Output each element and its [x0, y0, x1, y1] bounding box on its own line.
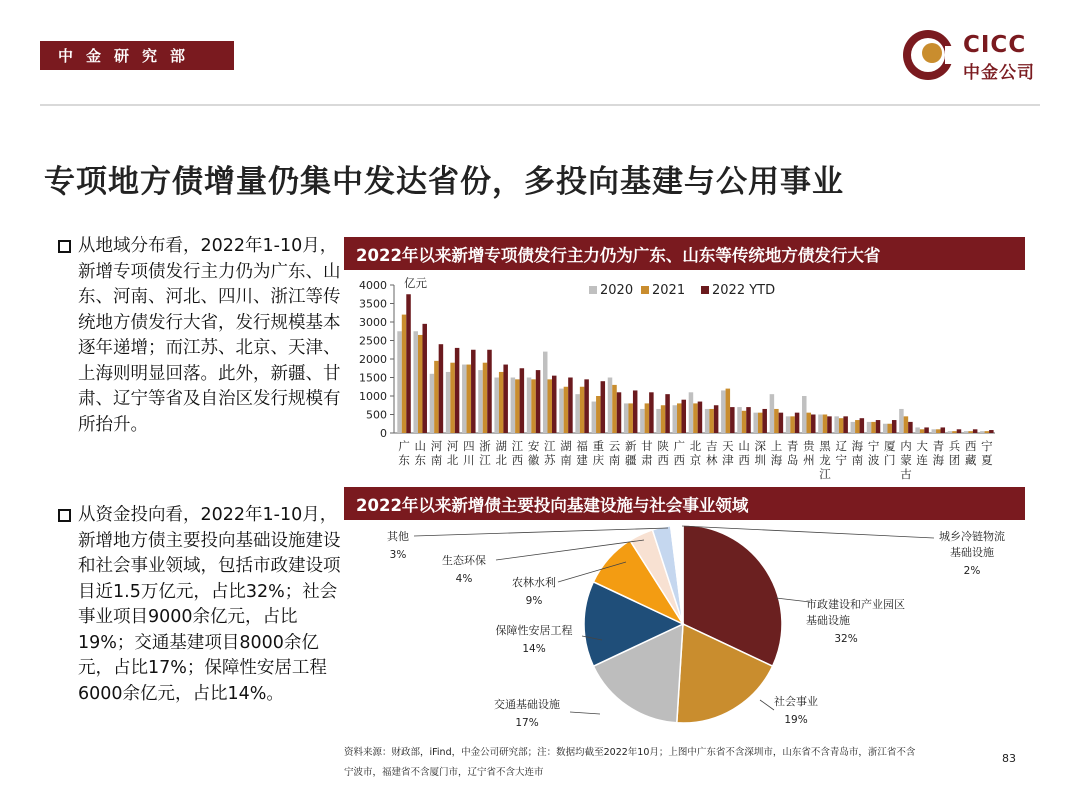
bar — [904, 416, 909, 433]
header-divider — [40, 104, 1040, 106]
bar — [413, 331, 418, 433]
x-tick-label: 南 — [851, 453, 864, 467]
y-tick-label: 2500 — [359, 334, 387, 348]
cicc-logo — [901, 28, 1051, 84]
bar-chart-svg — [344, 274, 1034, 486]
bar — [737, 407, 742, 433]
x-tick-label: 江 — [479, 453, 491, 467]
bar — [580, 387, 585, 433]
x-tick-label: 川 — [463, 453, 475, 467]
bar — [499, 372, 504, 433]
x-tick-label: 西 — [673, 453, 686, 467]
bar — [596, 396, 601, 433]
cicc-logo-icon — [901, 28, 955, 82]
x-tick-label: 苏 — [544, 453, 556, 467]
x-tick-label: 南 — [430, 453, 443, 467]
pie-pct-label: 2% — [963, 565, 981, 577]
legend-label: 2021 — [652, 283, 686, 298]
bar — [601, 381, 606, 433]
bar — [932, 429, 937, 433]
source-note — [344, 743, 994, 783]
x-tick-label: 肃 — [641, 453, 653, 467]
bar — [973, 429, 978, 433]
bar — [494, 378, 499, 434]
bar — [795, 413, 800, 433]
x-tick-label: 海 — [770, 453, 783, 467]
bar-chart — [344, 274, 1034, 486]
x-tick-label: 宁 — [867, 439, 880, 453]
legend-label: 2020 — [600, 283, 634, 298]
x-tick-label: 吉 — [705, 439, 718, 453]
x-tick-label: 东 — [414, 453, 427, 467]
pie-label: 其他 — [387, 530, 409, 543]
bar — [467, 365, 472, 433]
pie-pct-label: 9% — [525, 595, 543, 607]
bar — [698, 402, 703, 433]
x-tick-label: 宁 — [835, 453, 847, 467]
bar — [855, 420, 860, 433]
bar — [462, 365, 467, 433]
pie-pct-label: 17% — [515, 717, 539, 729]
page-title: 专项地方债增量仍集中发达省份，多投向基建与公用事业 — [44, 164, 844, 200]
bar — [568, 378, 573, 434]
x-tick-label: 青 — [932, 439, 945, 453]
bullet-square-icon — [58, 509, 71, 522]
bar — [753, 413, 758, 433]
y-tick-label: 0 — [380, 427, 387, 440]
bar — [823, 415, 828, 434]
pie-chart-svg — [344, 522, 1044, 740]
bar — [730, 407, 735, 433]
x-tick-label: 深 — [754, 439, 767, 453]
bar — [661, 405, 666, 433]
bar — [559, 389, 564, 433]
pie-label: 农林水利 — [512, 576, 556, 589]
bar — [989, 430, 994, 433]
y-tick-label: 1000 — [359, 390, 387, 403]
x-tick-label: 波 — [867, 453, 880, 467]
x-tick-label: 黑 — [819, 439, 831, 453]
x-tick-label: 庆 — [592, 453, 605, 467]
x-tick-label: 岛 — [786, 453, 799, 467]
x-tick-label: 湖 — [560, 439, 572, 453]
bar — [455, 348, 460, 433]
x-tick-label: 陕 — [657, 439, 669, 453]
y-tick-label: 2000 — [359, 353, 387, 366]
source-line: 宁波市，福建省不含厦门市，辽宁省不含大连市 — [344, 767, 544, 778]
logo-text-en: CICC — [963, 32, 1027, 58]
bar — [887, 424, 892, 433]
bar — [726, 389, 731, 433]
x-tick-label: 广 — [673, 439, 686, 453]
bar — [531, 379, 536, 433]
bar — [430, 374, 435, 433]
x-tick-label: 林 — [705, 453, 718, 467]
logo-text-cn: 中金公司 — [963, 63, 1035, 83]
bar — [677, 403, 682, 433]
bar — [779, 413, 784, 433]
x-tick-label: 天 — [722, 439, 734, 453]
bar — [908, 422, 913, 433]
bullet-text: 从地域分布看，2022年1-10月，新增专项债发行主力仍为广东、山东、河南、河北、四川、浙江等传统地方债发行大省，发行规模基本逐年递增；而江苏、北京、天津、上海则明显回落。此外，新疆、甘肃、辽宁等省及自治区发行规模有所抬升。 — [78, 236, 341, 435]
bar — [957, 429, 962, 433]
legend-swatch — [641, 286, 649, 294]
bar — [964, 431, 969, 433]
bar — [948, 431, 953, 433]
x-tick-label: 西 — [738, 453, 750, 467]
x-tick-label: 宁 — [981, 439, 993, 453]
bullet-square-icon — [58, 240, 71, 253]
x-tick-label: 连 — [916, 453, 928, 467]
bar — [640, 409, 645, 433]
x-tick-label: 徽 — [527, 453, 540, 467]
bar — [883, 424, 888, 433]
x-tick-label: 门 — [884, 453, 896, 467]
pie-leader-line — [570, 712, 600, 714]
legend-swatch — [701, 286, 709, 294]
bar — [968, 431, 973, 433]
x-tick-label: 甘 — [641, 439, 653, 453]
x-tick-label: 北 — [689, 439, 702, 453]
bar — [511, 378, 516, 434]
pie-pct-label: 14% — [522, 643, 546, 655]
pie-label: 基础设施 — [950, 546, 994, 559]
x-tick-label: 湖 — [495, 439, 507, 453]
bar — [397, 331, 402, 433]
bar — [689, 392, 694, 433]
department-badge: 中金研究部 — [40, 41, 234, 70]
x-tick-label: 山 — [738, 439, 750, 453]
bar — [536, 370, 541, 433]
x-tick-label: 浙 — [479, 439, 491, 453]
bar — [871, 422, 876, 433]
bar — [802, 396, 807, 433]
bar — [807, 413, 812, 433]
bar — [920, 429, 925, 433]
x-tick-label: 云 — [608, 439, 621, 453]
x-tick-label: 蒙 — [900, 453, 912, 467]
bar — [827, 416, 832, 433]
legend-swatch — [589, 286, 597, 294]
bar — [714, 405, 719, 433]
x-tick-label: 圳 — [754, 453, 767, 467]
bar — [478, 370, 483, 433]
x-tick-label: 江 — [511, 439, 524, 453]
bar — [564, 387, 569, 433]
bar — [592, 402, 597, 433]
x-tick-label: 福 — [576, 439, 588, 453]
x-tick-label: 上 — [770, 439, 783, 453]
pie-label: 城乡冷链物流 — [939, 530, 1005, 543]
x-tick-label: 团 — [948, 453, 961, 467]
x-tick-label: 北 — [495, 453, 507, 467]
pie-chart-title: 2022年以来新增债主要投向基建设施与社会事业领域 — [344, 487, 1025, 520]
x-tick-label: 大 — [916, 439, 928, 453]
x-tick-label: 东 — [398, 453, 410, 467]
pie-label: 基础设施 — [806, 614, 850, 627]
bar — [483, 363, 488, 433]
bar — [633, 390, 638, 433]
bar — [952, 431, 957, 433]
bar — [834, 416, 839, 433]
bar — [818, 415, 823, 434]
bar — [439, 344, 444, 433]
bar — [673, 405, 678, 433]
pie-pct-label: 4% — [455, 573, 473, 585]
bar — [418, 335, 423, 433]
bar — [406, 294, 411, 433]
x-tick-label: 四 — [463, 439, 475, 453]
bar — [758, 413, 763, 433]
x-tick-label: 南 — [560, 453, 572, 467]
bar — [915, 427, 920, 433]
x-tick-label: 海 — [851, 439, 864, 453]
x-tick-label: 青 — [786, 439, 799, 453]
x-tick-label: 津 — [722, 453, 734, 467]
x-tick-label: 河 — [430, 439, 443, 453]
bullet-text: 从资金投向看，2022年1-10月，新增地方债主要投向基础设施建设和社会事业领域，包括市政建设项目近1.5万亿元，占比32%；社会事业项目9000余亿元，占比19%；交通基建项目8000余亿元，占比17%；保障性安居工程6000余亿元，占比14%。 — [78, 505, 341, 704]
x-tick-label: 京 — [689, 453, 702, 467]
bar — [774, 409, 779, 433]
bar — [892, 420, 897, 433]
x-tick-label: 西 — [964, 439, 977, 453]
bar — [515, 379, 520, 433]
bar-chart-title: 2022年以来新增专项债发行主力仍为广东、山东等传统地方债发行大省 — [344, 237, 1025, 270]
x-tick-label: 新 — [624, 439, 637, 453]
y-tick-label: 3500 — [359, 297, 387, 311]
bar — [665, 394, 670, 433]
x-tick-label: 江 — [819, 467, 831, 481]
bar — [811, 415, 816, 434]
bar — [770, 394, 775, 433]
x-tick-label: 西 — [511, 453, 524, 467]
bar — [645, 403, 650, 433]
x-tick-label: 龙 — [819, 453, 831, 467]
x-tick-label: 海 — [932, 453, 945, 467]
x-tick-label: 藏 — [964, 453, 977, 467]
bar — [746, 407, 751, 433]
x-tick-label: 内 — [900, 439, 912, 453]
bar — [682, 400, 687, 433]
x-tick-label: 厦 — [884, 439, 896, 453]
x-tick-label: 辽 — [835, 439, 847, 453]
bar — [527, 378, 532, 434]
x-tick-label: 北 — [446, 453, 459, 467]
bar — [617, 392, 622, 433]
bar — [624, 403, 629, 433]
bar — [503, 365, 508, 433]
bar — [402, 315, 407, 433]
x-tick-label: 山 — [414, 439, 427, 453]
x-tick-label: 疆 — [624, 453, 637, 467]
bar — [656, 409, 661, 433]
bar — [790, 416, 795, 433]
pie-label: 市政建设和产业园区 — [806, 598, 905, 611]
pie-leader-line — [760, 700, 774, 710]
x-tick-label: 安 — [527, 439, 540, 453]
pie-label: 保障性安居工程 — [495, 624, 573, 637]
bar — [860, 418, 865, 433]
bar — [543, 352, 548, 433]
bar — [742, 411, 747, 433]
bar — [786, 416, 791, 433]
bar — [547, 379, 552, 433]
pie-label: 社会事业 — [774, 695, 818, 708]
bar — [628, 403, 633, 433]
bar — [709, 409, 714, 433]
bar — [867, 422, 872, 433]
bar — [980, 431, 985, 433]
x-tick-label: 贵 — [803, 439, 815, 453]
bar — [608, 378, 613, 434]
bar — [520, 368, 525, 433]
y-tick-label: 1500 — [359, 371, 387, 385]
pie-pct-label: 19% — [784, 714, 808, 726]
x-tick-label: 古 — [900, 467, 912, 481]
pie-leader-line — [414, 528, 668, 536]
x-tick-label: 兵 — [948, 439, 961, 453]
y-tick-label: 500 — [366, 408, 387, 422]
bar — [434, 361, 439, 433]
pie-pct-label: 32% — [834, 633, 858, 645]
bar — [471, 350, 476, 433]
bar — [446, 372, 451, 433]
bullet-funding — [56, 503, 341, 707]
x-tick-label: 西 — [657, 453, 669, 467]
bar — [450, 363, 455, 433]
y-axis-unit: 亿元 — [404, 276, 427, 290]
bar — [899, 409, 904, 433]
bar — [422, 324, 427, 433]
bar — [941, 427, 946, 433]
bar — [552, 376, 557, 433]
bar — [693, 403, 698, 433]
source-line: 资料来源：财政部，iFind，中金公司研究部；注：数据均截至2022年10月；上图中广东省不含深圳市，山东省不含青岛市，浙江省不含 — [344, 747, 916, 758]
x-tick-label: 夏 — [981, 453, 993, 467]
x-tick-label: 广 — [398, 439, 410, 453]
x-tick-label: 江 — [544, 439, 556, 453]
bar — [721, 390, 726, 433]
y-tick-label: 3000 — [359, 316, 387, 329]
bar — [575, 394, 580, 433]
bar — [487, 350, 492, 433]
y-tick-label: 4000 — [359, 279, 387, 292]
x-tick-label: 河 — [446, 439, 459, 453]
bar — [584, 379, 589, 433]
page-number: 83 — [1002, 752, 1016, 765]
bar — [851, 422, 856, 433]
bar — [936, 429, 941, 433]
bar — [649, 392, 654, 433]
bar — [612, 385, 617, 433]
bar — [839, 418, 844, 433]
x-tick-label: 州 — [803, 453, 815, 467]
x-tick-label: 南 — [608, 453, 621, 467]
legend-label: 2022 YTD — [712, 283, 776, 298]
bar — [924, 427, 929, 433]
bar — [843, 416, 848, 433]
x-tick-label: 重 — [592, 439, 605, 453]
pie-label: 生态环保 — [442, 554, 486, 567]
pie-chart — [344, 522, 1044, 740]
pie-leader-line — [776, 598, 810, 602]
bullet-region — [56, 234, 341, 438]
pie-label: 交通基础设施 — [494, 698, 560, 711]
bar — [876, 420, 881, 433]
pie-pct-label: 3% — [389, 549, 407, 561]
bar — [705, 409, 710, 433]
x-tick-label: 建 — [576, 453, 588, 467]
bar — [985, 431, 990, 433]
bar — [762, 409, 767, 433]
